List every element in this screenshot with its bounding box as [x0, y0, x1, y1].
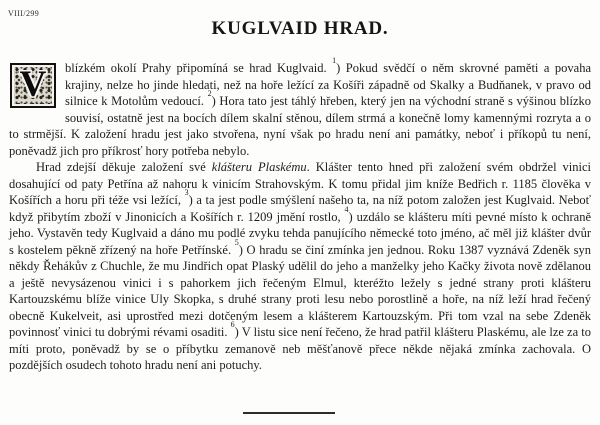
- body-text: [9, 56, 592, 374]
- footnote-ref-6: 6: [230, 320, 235, 330]
- text-segment: ) V listu sice není řečeno, že hrad patřil klášteru Plaskému, ale lze za to míti proto, poněvadž by se o příbytku zemanově neb měšťanově přece někde nějaká zmínka zachovala. O pozdějších osudech tohoto hradu není ani potuchy.: [9, 325, 591, 372]
- text-segment: ) uzdálo se klášteru míti pevné místo k ochraně jeho. Vystavěn tedy Kuglvaid a dáno mu podlé zvyku tehda panujícího německé toto jméno, ač měl již klášter dvůr s kostelem pěkně zřízený na hoře Petřínské.: [9, 209, 592, 257]
- footnote-separator-rule: [243, 412, 335, 414]
- text-segment: blízkém okolí Prahy připomíná se hrad Kuglvaid.: [65, 61, 333, 75]
- footnote-ref-3: 3: [184, 188, 189, 198]
- text-segment: . Klášter tento hned při založení svém obdržel vinici dosahující od paty Petřína až nahoru k vinicím Strahovským. K tomu přidal jim kníže Bedřich r. 1185 člověka v Košířích a horu při téže vsi ležící,: [9, 160, 592, 207]
- text-segment: ) Hora tato jest táhlý hřeben, který jen na východní straně s výšinou blízko souvisí, ostatně jest na bocích dílem skalní stěnou, dílem strmá a konečně lomy kamennými rozryta a o to strmější. K založení hradu jest jako stvořena, nyní však po hradu není ani památky, neboť i příkopů tu není, poněvadž jich pro příkrosť hory potřeba nebylo.: [9, 94, 591, 158]
- text-segment: ) a ta jest podle smýšlení našeho ta, na níž potom založen jest Kuglvaid. Neboť když přibytím zboží v Jinonicích a Košířích r. 1209 jmění rostlo,: [9, 193, 591, 224]
- page-number-marker: VIII/299: [8, 9, 40, 18]
- footnote-ref-4: 4: [344, 204, 349, 214]
- footnote-ref-5: 5: [234, 237, 239, 247]
- drop-cap-initial: [10, 63, 56, 108]
- text-segment: ) O hradu se činí zmínka jen jednou. Roku 1387 vyznává Zdeněk syn někdy Řehákův z Chuchle, že mu Jindřich opat Plaský udělil do jeho a manželky jeho Kačky života nově zdělanou a ještě nevysázenou vinici i s pahorkem jich řečeným Elmul, kteréžto ležely s jedné strany proti klášteru Kartouzskému blíže vinice Uly Skopka, s druhé strany proti lesu nebo porostlině a hoře, na níž leží hrad řečený obecně Kukelveit, asi uprostřed mezi dotčeným lesem a klášterem Kartouzským. Při tom vzal na sebe Zdeněk povinnosť vinici tu dobrými révami osaditi.: [9, 242, 592, 339]
- footnote-ref-2: 2: [207, 89, 212, 99]
- text-segment-italic: klášteru Plaskému: [211, 160, 307, 174]
- page-title: KUGLVAID HRAD.: [211, 18, 389, 39]
- text-segment: ) Pokud svědčí o něm skrovné paměti a povaha krajiny, nelze ho jinde hledati, než na hoře ležící za Košíři západně od Skalky a Budňanek, v pravo od silnice k Motolům vedoucí.: [65, 61, 591, 108]
- footnote-ref-1: 1: [332, 56, 337, 66]
- drop-cap-letter: V: [19, 64, 47, 105]
- paragraph: [9, 56, 591, 159]
- paragraph: [9, 159, 591, 374]
- text-segment: Hrad zdejší děkuje založení své: [36, 160, 212, 174]
